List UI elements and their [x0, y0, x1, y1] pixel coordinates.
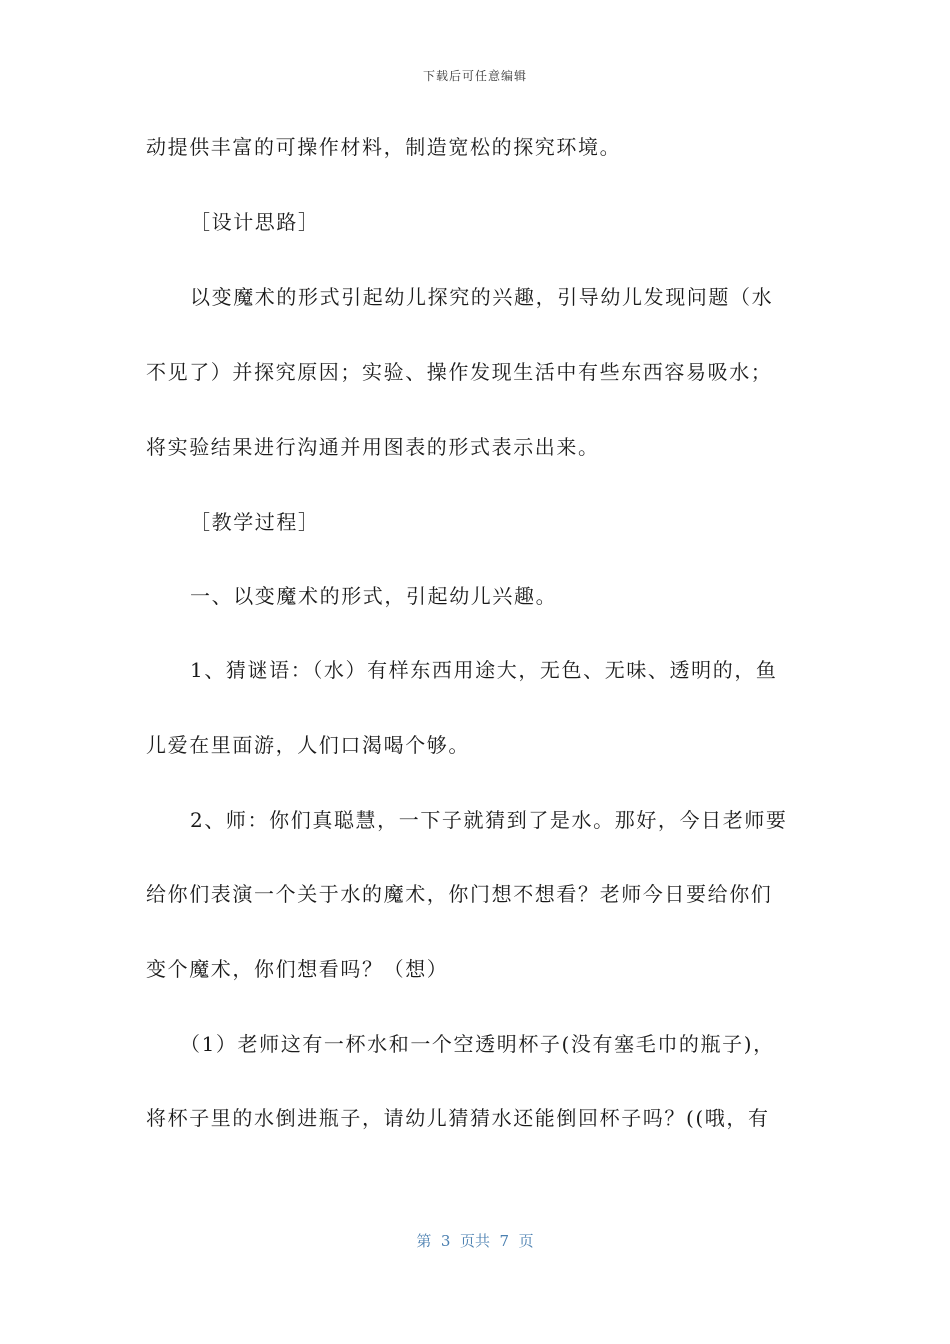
body-line-12: 变个魔术，你们想看吗？（想） — [146, 957, 449, 981]
body-line-3: 以变魔术的形式引起幼儿探究的兴趣，引导幼儿发现问题（水 — [190, 285, 774, 309]
section-heading-design: ［设计思路］ — [190, 210, 320, 234]
page-header-note: 下载后可任意编辑 — [422, 69, 527, 83]
section-heading-process: ［教学过程］ — [190, 510, 320, 534]
body-line-13: （1）老师这有一杯水和一个空透明杯子(没有塞毛巾的瓶子)， — [180, 1032, 775, 1056]
body-line-9: 儿爱在里面游，人们口渴喝个够。 — [146, 733, 470, 757]
body-line-1: 动提供丰富的可操作材料，制造宽松的探究环境。 — [146, 135, 622, 159]
page-number-footer: 第 3 页共 7 页 — [416, 1232, 534, 1250]
body-line-14: 将杯子里的水倒进瓶子，请幼儿猜猜水还能倒回杯子吗？((哦，有 — [146, 1106, 770, 1130]
body-line-8: 1、猜谜语：（水）有样东西用途大，无色、无味、透明的，鱼 — [190, 658, 778, 682]
body-line-10: 2、师：你们真聪慧，一下子就猜到了是水。那好，今日老师要 — [190, 808, 788, 832]
body-line-4: 不见了）并探究原因；实验、操作发现生活中有些东西容易吸水； — [146, 360, 773, 384]
body-line-5: 将实验结果进行沟通并用图表的形式表示出来。 — [146, 435, 600, 459]
body-line-7: 一、以变魔术的形式，引起幼儿兴趣。 — [190, 584, 558, 608]
body-line-11: 给你们表演一个关于水的魔术，你门想不想看？老师今日要给你们 — [146, 882, 773, 906]
